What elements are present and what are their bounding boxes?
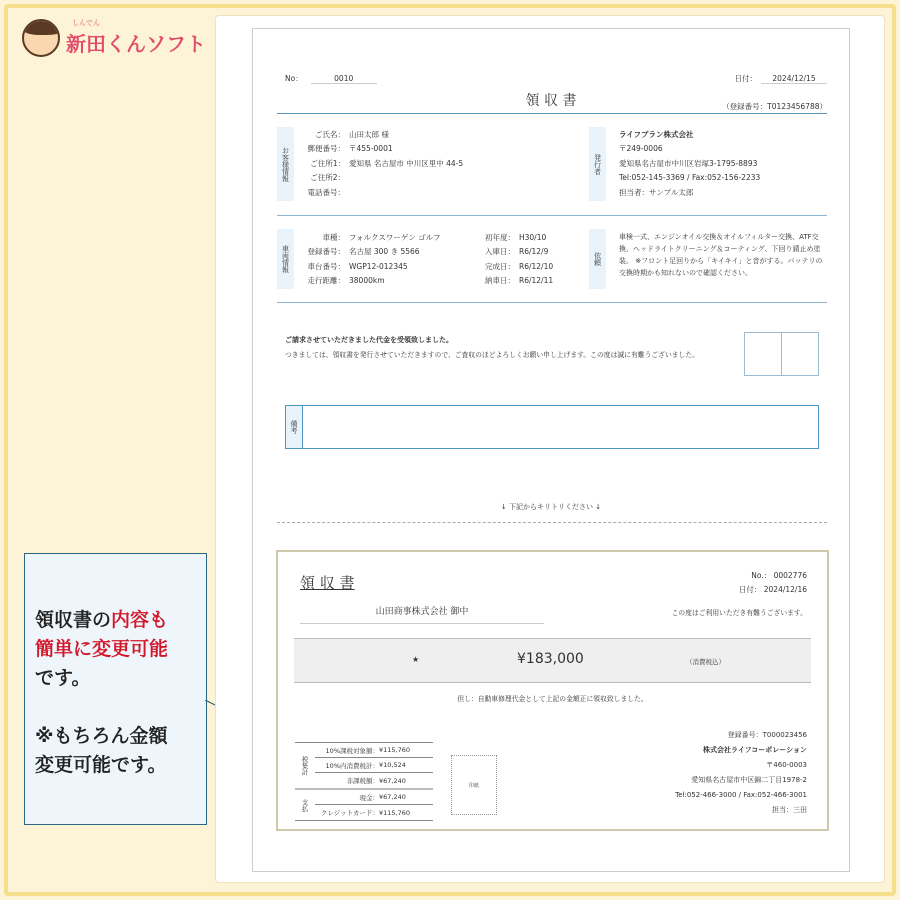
receipt-amount: ¥183,000: [517, 651, 584, 667]
amount-bar: [294, 638, 811, 683]
work-label: 依頼: [589, 229, 606, 289]
cut-line-label: ↓ 下記からキリトリください ↓: [500, 503, 602, 511]
star-icon: ★: [412, 655, 420, 664]
message-body: つきましては、領収書を発行させていただきますので、ご査収のほどよろしくお願い申し上げます。この度は誠に有難うございました。: [285, 351, 699, 359]
note-text: 領収書の: [35, 609, 112, 631]
receipt-meta: No.： 0002776 日付： 2024/12/16: [738, 571, 807, 594]
tax-summary: 税集計 10%課税対象額： ¥115,760 10%内消費税計： ¥10,524 非課税額： ¥67,240 支払 現金： ¥67,240 クレジットカード： ¥115,760: [295, 742, 433, 821]
note-text: です。: [35, 667, 91, 689]
message-heading: ご請求させていただきました代金を受領致しました。: [285, 336, 453, 344]
receipt-issuer: 登録番号：T000023456 株式会社ライフコーポレーション 〒460-0003 愛知県名古屋市中区錦二丁目1978-2 Tel:052-466-3000 / Fax:052-466-3001 担当：三田: [675, 731, 807, 814]
logo: [22, 18, 206, 57]
remarks-box[interactable]: [285, 405, 819, 449]
note-highlight: 内容も: [111, 609, 169, 631]
receipt: [276, 550, 829, 831]
customer-info: ご氏名： 山田太郎 様 郵便番号： 〒455-0001 ご住所1： 愛知県 名古屋市 中川区里中 44-5 ご住所2： 電話番号：: [307, 129, 464, 197]
issuer-info: ライフプラン株式会社 〒249-0006 愛知県名古屋市中川区岩塚3-1795-8893 Tel:052-145-3369 / Fax:052-156-2233 担当者：サンプル太郎: [619, 129, 761, 197]
logo-ruby: しんでん: [72, 19, 100, 27]
doc-no: No： 0010: [285, 73, 377, 84]
document-page: [252, 28, 850, 872]
note-highlight: 簡単に変更可能: [35, 638, 169, 660]
vehicle-info: 車種： フォルクスワーゲン ゴルフ 登録番号： 名古屋 300 き 5566 車台番号： WGP12-012345 走行距離： 38000km: [307, 232, 441, 286]
doc-date: 日付： 2024/12/15: [735, 73, 828, 84]
doc-title: 領 収 書: [525, 93, 577, 109]
cut-line: [277, 522, 827, 523]
remarks-value[interactable]: [303, 406, 818, 448]
mascot-face-icon: [22, 19, 60, 57]
seal-boxes: [744, 332, 819, 376]
customer-label: お客様情報: [277, 127, 294, 201]
note-text: 変更可能です。: [35, 754, 167, 776]
receipt-thanks: この度はご利用いただき有難うございます。: [671, 609, 807, 617]
note-text: ※もちろん金額: [35, 725, 168, 747]
vehicle-dates: 初年度： H30/10 入庫日： R6/12/9 完成日： R6/12/10 納車日： R6/12/11: [485, 232, 554, 286]
callout-note: [24, 553, 207, 825]
receipt-purpose: 但し：自動車修理代金として上記の金額正に領収致しました。: [457, 695, 648, 703]
work-description: 車検一式、エンジンオイル交換＆オイルフィルター交換、ATF交換、ヘッドライトクリーニング＆コーティング、下回り錆止め塗装。 ※フロント足回りから「キイキイ」と音がする。バッテリの交換時期かも知れないので確認ください。: [619, 233, 823, 277]
receipt-title: 領 収 書: [300, 574, 355, 592]
issuer-label: 発行者: [589, 127, 606, 201]
vehicle-label: 車両情報: [277, 229, 294, 289]
receipt-addressee: 山田商事株式会社 御中: [300, 604, 544, 624]
logo-text: 新田くんソフト: [66, 32, 206, 56]
tax-included-note: （消費税込）: [686, 658, 725, 666]
revenue-stamp-box: 印紙: [451, 755, 497, 815]
remarks-label: 備考: [286, 406, 303, 448]
registration-number: （登録番号：T0123456788）: [722, 102, 827, 111]
